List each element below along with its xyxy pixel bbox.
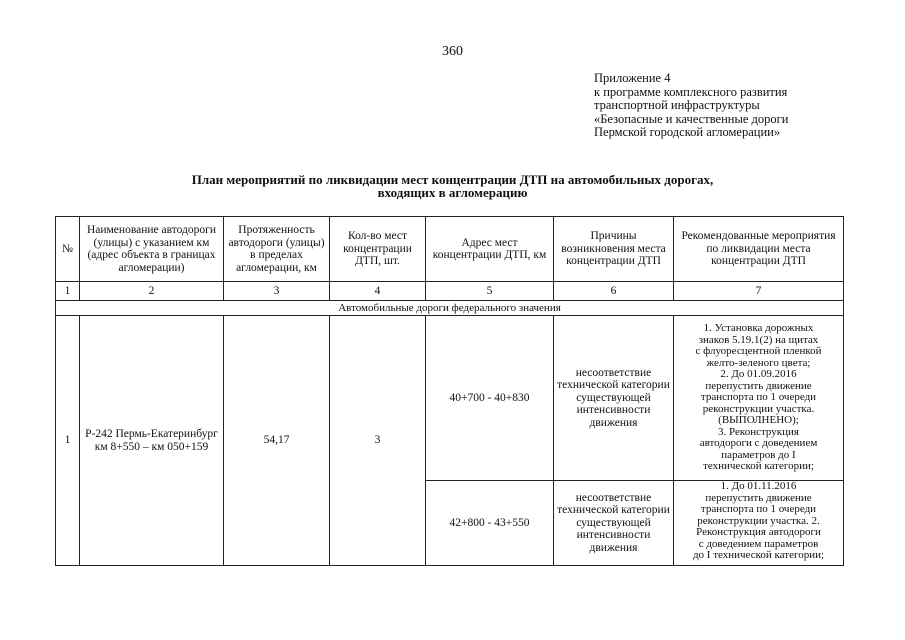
header-row xyxy=(56,217,844,282)
measure-line: транспорта по 1 очереди xyxy=(700,391,817,404)
column-number: 6 xyxy=(554,282,674,301)
length-cell: 54,17 xyxy=(224,316,330,566)
address-cell: 42+800 - 43+550 xyxy=(426,481,554,566)
address-cell: 40+700 - 40+830 xyxy=(426,316,554,481)
header-cause: Причины возникновения места концентрации ДТП xyxy=(554,217,674,282)
section-title: Автомобильные дороги федерального значения xyxy=(56,301,844,316)
measure-line: транспорта по 1 очереди xyxy=(700,503,817,515)
cause-cell: несоответствие технической категории существующей интенсивности движения xyxy=(554,316,674,481)
appendix-line: к программе комплексного развития xyxy=(594,84,788,99)
measure-line: 1. До 01.11.2016 xyxy=(720,480,797,492)
measure-line: перепустить движение xyxy=(705,379,812,392)
header-length: Протяженность автодороги (улицы) в пределах агломерации, км xyxy=(224,217,330,282)
appendix-line: транспортной инфраструктуры xyxy=(594,98,760,112)
column-number: 3 xyxy=(224,282,330,301)
measures-cell xyxy=(674,316,844,481)
header-address: Адрес мест концентрации ДТП, км xyxy=(426,217,554,282)
measure-line: реконструкции участка. 2. xyxy=(697,514,820,527)
measure-line: желто-зеленого цвета; xyxy=(706,356,811,369)
header-count: Кол-во мест концентрации ДТП, шт. xyxy=(330,217,426,282)
measure-line: 3. Реконструкция xyxy=(718,425,799,438)
measure-line: автодороги с доведением xyxy=(699,437,818,450)
column-number: 1 xyxy=(56,282,80,301)
measure-line: до I технической категории; xyxy=(692,549,825,561)
road-name-cell: Р-242 Пермь-Екатеринбург км 8+550 – км 050+159 xyxy=(80,316,224,566)
measure-line: знаков 5.19.1(2) на щитах xyxy=(698,333,819,346)
title-line: План мероприятий по ликвидации мест концентрации ДТП на автомобильных дорогах, xyxy=(191,172,714,187)
document-title xyxy=(100,173,805,199)
measure-line: с флуоресцентной пленкой xyxy=(695,345,822,358)
header-number: № xyxy=(56,217,80,282)
measure-line: перепустить движение xyxy=(705,491,812,504)
row-number: 1 xyxy=(56,316,80,566)
measure-line: 2. До 01.09.2016 xyxy=(720,368,797,381)
header-measures: Рекомендованные мероприятия по ликвидации места концентрации ДТП xyxy=(674,217,844,282)
appendix-line: Приложение 4 xyxy=(594,71,671,85)
title-line: входящих в агломерацию xyxy=(377,185,528,200)
measure-line: (ВЫПОЛНЕНО); xyxy=(718,414,799,427)
column-number: 7 xyxy=(674,282,844,301)
appendix-note xyxy=(594,72,788,140)
measure-line: параметров до I xyxy=(721,448,796,461)
column-number: 2 xyxy=(80,282,224,301)
measures-table xyxy=(55,216,844,566)
measures-cell xyxy=(674,481,844,566)
cause-cell: несоответствие технической категории существующей интенсивности движения xyxy=(554,481,674,566)
appendix-line: Пермской городской агломерации» xyxy=(594,125,781,139)
count-cell: 3 xyxy=(330,316,426,566)
measure-line: 1. Установка дорожных xyxy=(703,322,814,335)
appendix-line: «Безопасные и качественные дороги xyxy=(594,111,789,126)
page-number: 360 xyxy=(442,44,463,59)
column-number: 4 xyxy=(330,282,426,301)
measure-line: с доведением параметров xyxy=(698,537,819,550)
table-row xyxy=(56,316,844,481)
section-row xyxy=(56,301,844,316)
column-number-row xyxy=(56,282,844,301)
measure-line: реконструкции участка. xyxy=(702,402,815,415)
measure-line: технической категории; xyxy=(703,460,814,473)
column-number: 5 xyxy=(426,282,554,301)
header-road-name: Наименование автодороги (улицы) с указанием км (адрес объекта в границах агломерации) xyxy=(80,217,224,282)
measure-line: Реконструкция автодороги xyxy=(696,526,821,538)
